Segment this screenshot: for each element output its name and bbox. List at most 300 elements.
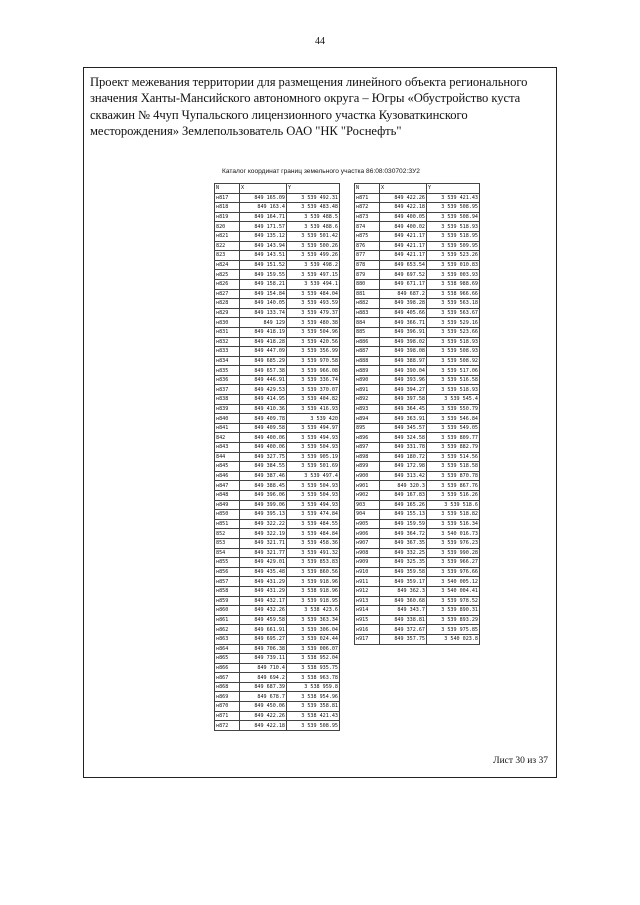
cell-y: 3 539 504.93	[287, 481, 340, 491]
table-row	[215, 241, 340, 251]
cell-y: 3 539 504.93	[287, 491, 340, 501]
cell-y: 3 539 529.16	[427, 318, 480, 328]
table-row	[355, 193, 480, 203]
cell-n: н858	[215, 586, 240, 596]
table-row	[215, 404, 340, 414]
table-row	[215, 673, 340, 683]
cell-n: н916	[355, 625, 380, 635]
cell-n: н883	[355, 308, 380, 318]
cell-n: н850	[215, 510, 240, 520]
table-row	[215, 193, 340, 203]
table-row	[355, 308, 480, 318]
cell-y: 3 539 458.36	[287, 538, 340, 548]
cell-n: н896	[355, 433, 380, 443]
cell-x: 849 431.29	[240, 586, 287, 596]
cell-n: н818	[215, 203, 240, 213]
cell-x: 849 400.05	[380, 212, 427, 222]
cell-y: 3 539 975.85	[427, 625, 480, 635]
cell-y: 3 539 010.83	[427, 260, 480, 270]
cell-n: н830	[215, 318, 240, 328]
cell-x: 849 422.26	[240, 711, 287, 721]
cell-x: 849 418.19	[240, 327, 287, 337]
cell-x: 849 396.06	[240, 491, 287, 501]
table-row	[355, 433, 480, 443]
cell-x: 849 400.06	[240, 433, 287, 443]
table-row	[355, 299, 480, 309]
cell-x: 849 322.19	[240, 529, 287, 539]
cell-n: 885	[355, 327, 380, 337]
cell-x: 849 133.74	[240, 308, 287, 318]
header-y: Y	[427, 184, 480, 194]
cell-n: 844	[215, 452, 240, 462]
table-row	[355, 203, 480, 213]
table-row	[355, 519, 480, 529]
cell-y: 3 539 976.23	[427, 538, 480, 548]
cell-y: 3 538 952.04	[287, 654, 340, 664]
cell-n: н886	[355, 337, 380, 347]
cell-y: 3 539 518.93	[427, 385, 480, 395]
page-number: 44	[315, 36, 325, 47]
cell-x: 849 359.58	[380, 567, 427, 577]
cell-x: 849 360.68	[380, 596, 427, 606]
cell-n: 874	[355, 222, 380, 232]
table-row	[355, 491, 480, 501]
table-row	[355, 606, 480, 616]
cell-y: 3 539 404.82	[287, 395, 340, 405]
cell-y: 3 539 970.58	[287, 356, 340, 366]
cell-x: 849 422.26	[380, 193, 427, 203]
cell-x: 849 163.4	[240, 203, 287, 213]
coordinates-table-left	[214, 183, 340, 731]
cell-x: 849 687.2	[380, 289, 427, 299]
table-row	[355, 222, 480, 232]
cell-y: 3 539 501.42	[287, 231, 340, 241]
table-row	[355, 423, 480, 433]
document-frame	[83, 67, 557, 778]
cell-x: 849 431.29	[240, 577, 287, 587]
table-row	[355, 395, 480, 405]
table-row	[215, 375, 340, 385]
cell-n: н828	[215, 299, 240, 309]
cell-n: н888	[355, 356, 380, 366]
table-row	[215, 606, 340, 616]
cell-n: н871	[215, 711, 240, 721]
cell-y: 3 539 497.15	[287, 270, 340, 280]
cell-n: н859	[215, 596, 240, 606]
cell-x: 849 418.28	[240, 337, 287, 347]
table-row	[355, 538, 480, 548]
cell-y: 3 539 421.43	[427, 193, 480, 203]
cell-x: 849 331.78	[380, 443, 427, 453]
cell-n: н864	[215, 644, 240, 654]
table-row	[215, 260, 340, 270]
cell-x: 849 167.83	[380, 491, 427, 501]
cell-x: 849 343.7	[380, 606, 427, 616]
cell-y: 3 539 518.82	[427, 510, 480, 520]
document-title: Проект межевания территории для размещения линейного объекта регионального значения Ханты-Мансийского автономного округа – Югры «Обустройство куста скважин № 4чуп Чупальского лицензионного участка Кузоваткинского месторождения» Землепользователь ОАО "НК "Роснефть"	[90, 75, 528, 138]
cell-x: 849 678.7	[240, 692, 287, 702]
cell-x: 849 322.22	[240, 519, 287, 529]
cell-x: 849 338.81	[380, 615, 427, 625]
cell-x: 849 685.29	[240, 356, 287, 366]
cell-n: н825	[215, 270, 240, 280]
cell-y: 3 539 853.83	[287, 558, 340, 568]
cell-x: 849 459.58	[240, 615, 287, 625]
table-row	[215, 414, 340, 424]
header-n: N	[355, 184, 380, 194]
cell-n: н871	[355, 193, 380, 203]
table-row	[215, 577, 340, 587]
cell-n: н861	[215, 615, 240, 625]
cell-x: 849 143.94	[240, 241, 287, 251]
cell-x: 849 409.78	[240, 414, 287, 424]
table-row	[215, 289, 340, 299]
table-row	[355, 443, 480, 453]
cell-n: 876	[355, 241, 380, 251]
cell-y: 3 539 306.04	[287, 625, 340, 635]
cell-x: 849 661.91	[240, 625, 287, 635]
cell-x: 849 432.26	[240, 606, 287, 616]
cell-x: 849 657.38	[240, 366, 287, 376]
cell-n: н907	[355, 538, 380, 548]
cell-y: 3 539 518.58	[427, 462, 480, 472]
table-row	[355, 414, 480, 424]
cell-y: 3 539 508.93	[427, 347, 480, 357]
cell-n: н867	[215, 673, 240, 683]
table-row	[355, 260, 480, 270]
table-row	[215, 347, 340, 357]
cell-y: 3 539 488.5	[287, 212, 340, 222]
cell-x: 849 388.97	[380, 356, 427, 366]
cell-n: н900	[355, 471, 380, 481]
cell-y: 3 539 893.29	[427, 615, 480, 625]
cell-y: 3 539 518.93	[427, 222, 480, 232]
cell-y: 3 539 484.04	[287, 289, 340, 299]
cell-n: 853	[215, 538, 240, 548]
cell-n: н835	[215, 366, 240, 376]
cell-x: 849 143.51	[240, 251, 287, 261]
table-row	[355, 356, 480, 366]
cell-x: 849 321.71	[240, 538, 287, 548]
table-row	[215, 251, 340, 261]
table-row	[215, 538, 340, 548]
cell-n: н890	[355, 375, 380, 385]
cell-n: н856	[215, 567, 240, 577]
cell-x: 849 409.58	[240, 423, 287, 433]
table-row	[215, 471, 340, 481]
cell-x: 849 450.06	[240, 702, 287, 712]
table-row	[355, 529, 480, 539]
cell-y: 3 539 549.05	[427, 423, 480, 433]
cell-n: н892	[355, 395, 380, 405]
table-row	[355, 327, 480, 337]
cell-n: н836	[215, 375, 240, 385]
cell-x: 849 653.54	[380, 260, 427, 270]
cell-y: 3 539 356.99	[287, 347, 340, 357]
cell-n: н848	[215, 491, 240, 501]
cell-y: 3 539 508.94	[427, 212, 480, 222]
cell-y: 3 539 545.4	[427, 395, 480, 405]
cell-x: 849 706.38	[240, 644, 287, 654]
cell-n: 904	[355, 510, 380, 520]
table-row	[215, 337, 340, 347]
table-row	[355, 577, 480, 587]
cell-y: 3 539 870.78	[427, 471, 480, 481]
table-row	[355, 625, 480, 635]
cell-n: н889	[355, 366, 380, 376]
table-row	[355, 548, 480, 558]
cell-y: 3 539 905.19	[287, 452, 340, 462]
cell-x: 849 321.77	[240, 548, 287, 558]
table-row	[215, 318, 340, 328]
table-row	[355, 251, 480, 261]
cell-y: 3 539 966.27	[427, 558, 480, 568]
table-row	[215, 212, 340, 222]
table-row	[215, 663, 340, 673]
table-row	[355, 452, 480, 462]
table-row	[215, 625, 340, 635]
cell-x: 849 394.27	[380, 385, 427, 395]
cell-x: 849 421.17	[380, 241, 427, 251]
cell-x: 849 366.71	[380, 318, 427, 328]
table-row	[215, 682, 340, 692]
table-row	[215, 356, 340, 366]
cell-n: 881	[355, 289, 380, 299]
table-row	[355, 347, 480, 357]
cell-y: 3 539 479.37	[287, 308, 340, 318]
cell-y: 3 539 516.58	[427, 375, 480, 385]
table-row	[355, 481, 480, 491]
cell-x: 849 384.55	[240, 462, 287, 472]
table-row	[215, 395, 340, 405]
cell-n: н817	[215, 193, 240, 203]
cell-x: 849 180.72	[380, 452, 427, 462]
table-row	[215, 711, 340, 721]
cell-y: 3 539 500.26	[287, 241, 340, 251]
header-y: Y	[287, 184, 340, 194]
cell-n: н862	[215, 625, 240, 635]
cell-n: 822	[215, 241, 240, 251]
table-row	[215, 558, 340, 568]
cell-y: 3 539 494.93	[287, 500, 340, 510]
table-row	[215, 203, 340, 213]
cell-n: 842	[215, 433, 240, 443]
cell-n: н909	[355, 558, 380, 568]
table-row	[355, 279, 480, 289]
cell-y: 3 539 890.31	[427, 606, 480, 616]
table-row	[215, 586, 340, 596]
table-row	[355, 241, 480, 251]
cell-x: 849 159.55	[240, 270, 287, 280]
cell-n: н838	[215, 395, 240, 405]
cell-y: 3 539 024.44	[287, 634, 340, 644]
table-row	[355, 270, 480, 280]
cell-x: 849 320.3	[380, 481, 427, 491]
cell-n: н868	[215, 682, 240, 692]
cell-n: н837	[215, 385, 240, 395]
cell-n: н910	[355, 567, 380, 577]
cell-y: 3 539 508.92	[427, 356, 480, 366]
cell-n: н827	[215, 289, 240, 299]
cell-y: 3 539 474.84	[287, 510, 340, 520]
cell-n: н893	[355, 404, 380, 414]
cell-y: 3 539 499.26	[287, 251, 340, 261]
table-row	[215, 644, 340, 654]
table-row	[355, 375, 480, 385]
cell-x: 849 363.91	[380, 414, 427, 424]
cell-y: 3 539 416.93	[287, 404, 340, 414]
cell-x: 849 325.35	[380, 558, 427, 568]
cell-n: н891	[355, 385, 380, 395]
table-row	[215, 423, 340, 433]
cell-y: 3 538 966.66	[427, 289, 480, 299]
cell-x: 849 164.71	[240, 212, 287, 222]
cell-n: н902	[355, 491, 380, 501]
cell-y: 3 538 935.75	[287, 663, 340, 673]
cell-n: н897	[355, 443, 380, 453]
cell-n: н908	[355, 548, 380, 558]
cell-x: 849 357.75	[380, 634, 427, 644]
cell-x: 849 313.42	[380, 471, 427, 481]
cell-y: 3 539 488.6	[287, 222, 340, 232]
table-row	[355, 231, 480, 241]
table-row	[355, 471, 480, 481]
cell-n: н899	[355, 462, 380, 472]
cell-y: 3 539 518.93	[427, 337, 480, 347]
cell-y: 3 539 508.95	[427, 203, 480, 213]
table-row	[215, 308, 340, 318]
table-row	[215, 279, 340, 289]
cell-x: 849 397.58	[380, 395, 427, 405]
cell-y: 3 539 484.55	[287, 519, 340, 529]
table-row	[355, 385, 480, 395]
header-n: N	[215, 184, 240, 194]
table-row	[215, 567, 340, 577]
cell-n: н832	[215, 337, 240, 347]
cell-n: н831	[215, 327, 240, 337]
cell-n: н860	[215, 606, 240, 616]
cell-x: 849 395.13	[240, 510, 287, 520]
cell-n: 852	[215, 529, 240, 539]
table-row	[355, 558, 480, 568]
cell-x: 849 129	[240, 318, 287, 328]
cell-x: 849 435.48	[240, 567, 287, 577]
cell-n: н841	[215, 423, 240, 433]
cell-n: н845	[215, 462, 240, 472]
cell-x: 849 421.17	[380, 231, 427, 241]
cell-y: 3 538 423.6	[287, 606, 340, 616]
cell-n: 878	[355, 260, 380, 270]
cell-y: 3 539 508.95	[287, 721, 340, 731]
cell-x: 849 154.84	[240, 289, 287, 299]
table-row	[355, 596, 480, 606]
table-row	[355, 510, 480, 520]
cell-x: 849 710.4	[240, 663, 287, 673]
cell-n: 880	[355, 279, 380, 289]
cell-n: н898	[355, 452, 380, 462]
cell-n: н913	[355, 596, 380, 606]
cell-x: 849 697.52	[380, 270, 427, 280]
cell-n: н911	[355, 577, 380, 587]
header-x: X	[380, 184, 427, 194]
table-row	[215, 634, 340, 644]
table-row	[215, 443, 340, 453]
cell-y: 3 539 918.95	[287, 596, 340, 606]
cell-x: 849 367.35	[380, 538, 427, 548]
cell-n: н857	[215, 577, 240, 587]
header-x: X	[240, 184, 287, 194]
cell-y: 3 539 498.2	[287, 260, 340, 270]
cell-x: 849 155.13	[380, 510, 427, 520]
cell-x: 849 158.21	[240, 279, 287, 289]
table-row	[355, 366, 480, 376]
cell-x: 849 327.75	[240, 452, 287, 462]
cell-y: 3 539 363.34	[287, 615, 340, 625]
cell-y: 3 539 978.52	[427, 596, 480, 606]
table-row	[215, 510, 340, 520]
cell-y: 3 539 518.95	[427, 231, 480, 241]
cell-n: н912	[355, 586, 380, 596]
cell-x: 849 400.06	[240, 443, 287, 453]
cell-x: 849 324.58	[380, 433, 427, 443]
cell-n: н826	[215, 279, 240, 289]
cell-y: 3 538 421.43	[287, 711, 340, 721]
cell-y: 3 538 988.69	[427, 279, 480, 289]
cell-y: 3 539 514.56	[427, 452, 480, 462]
table-row	[215, 222, 340, 232]
cell-y: 3 539 563.67	[427, 308, 480, 318]
table-row	[355, 337, 480, 347]
cell-y: 3 539 504.96	[287, 327, 340, 337]
cell-n: 820	[215, 222, 240, 232]
cell-n: н915	[355, 615, 380, 625]
cell-y: 3 539 809.77	[427, 433, 480, 443]
cell-x: 849 151.52	[240, 260, 287, 270]
cell-y: 3 539 494.97	[287, 423, 340, 433]
cell-n: 884	[355, 318, 380, 328]
cell-y: 3 539 358.81	[287, 702, 340, 712]
cell-y: 3 539 516.34	[427, 519, 480, 529]
cell-y: 3 540 016.73	[427, 529, 480, 539]
cell-n: н906	[355, 529, 380, 539]
cell-y: 3 539 546.84	[427, 414, 480, 424]
cell-y: 3 539 504.93	[287, 443, 340, 453]
cell-n: н894	[355, 414, 380, 424]
table-row	[215, 615, 340, 625]
cell-y: 3 539 494.93	[287, 433, 340, 443]
cell-n: 877	[355, 251, 380, 261]
table-row	[215, 702, 340, 712]
cell-n: н821	[215, 231, 240, 241]
cell-y: 3 539 483.48	[287, 203, 340, 213]
cell-x: 849 429.53	[240, 385, 287, 395]
cell-y: 3 539 517.06	[427, 366, 480, 376]
cell-x: 849 332.25	[380, 548, 427, 558]
cell-x: 849 398.02	[380, 337, 427, 347]
cell-y: 3 539 523.26	[427, 251, 480, 261]
cell-y: 3 539 518.6	[427, 500, 480, 510]
cell-y: 3 538 959.8	[287, 682, 340, 692]
cell-y: 3 539 860.56	[287, 567, 340, 577]
cell-y: 3 539 523.66	[427, 327, 480, 337]
cell-y: 3 539 494.1	[287, 279, 340, 289]
cell-y: 3 538 918.96	[287, 586, 340, 596]
sheet-label: Лист 30 из 37	[493, 756, 548, 766]
cell-x: 849 398.08	[380, 347, 427, 357]
cell-y: 3 539 516.26	[427, 491, 480, 501]
cell-x: 849 687.39	[240, 682, 287, 692]
cell-n: н914	[355, 606, 380, 616]
